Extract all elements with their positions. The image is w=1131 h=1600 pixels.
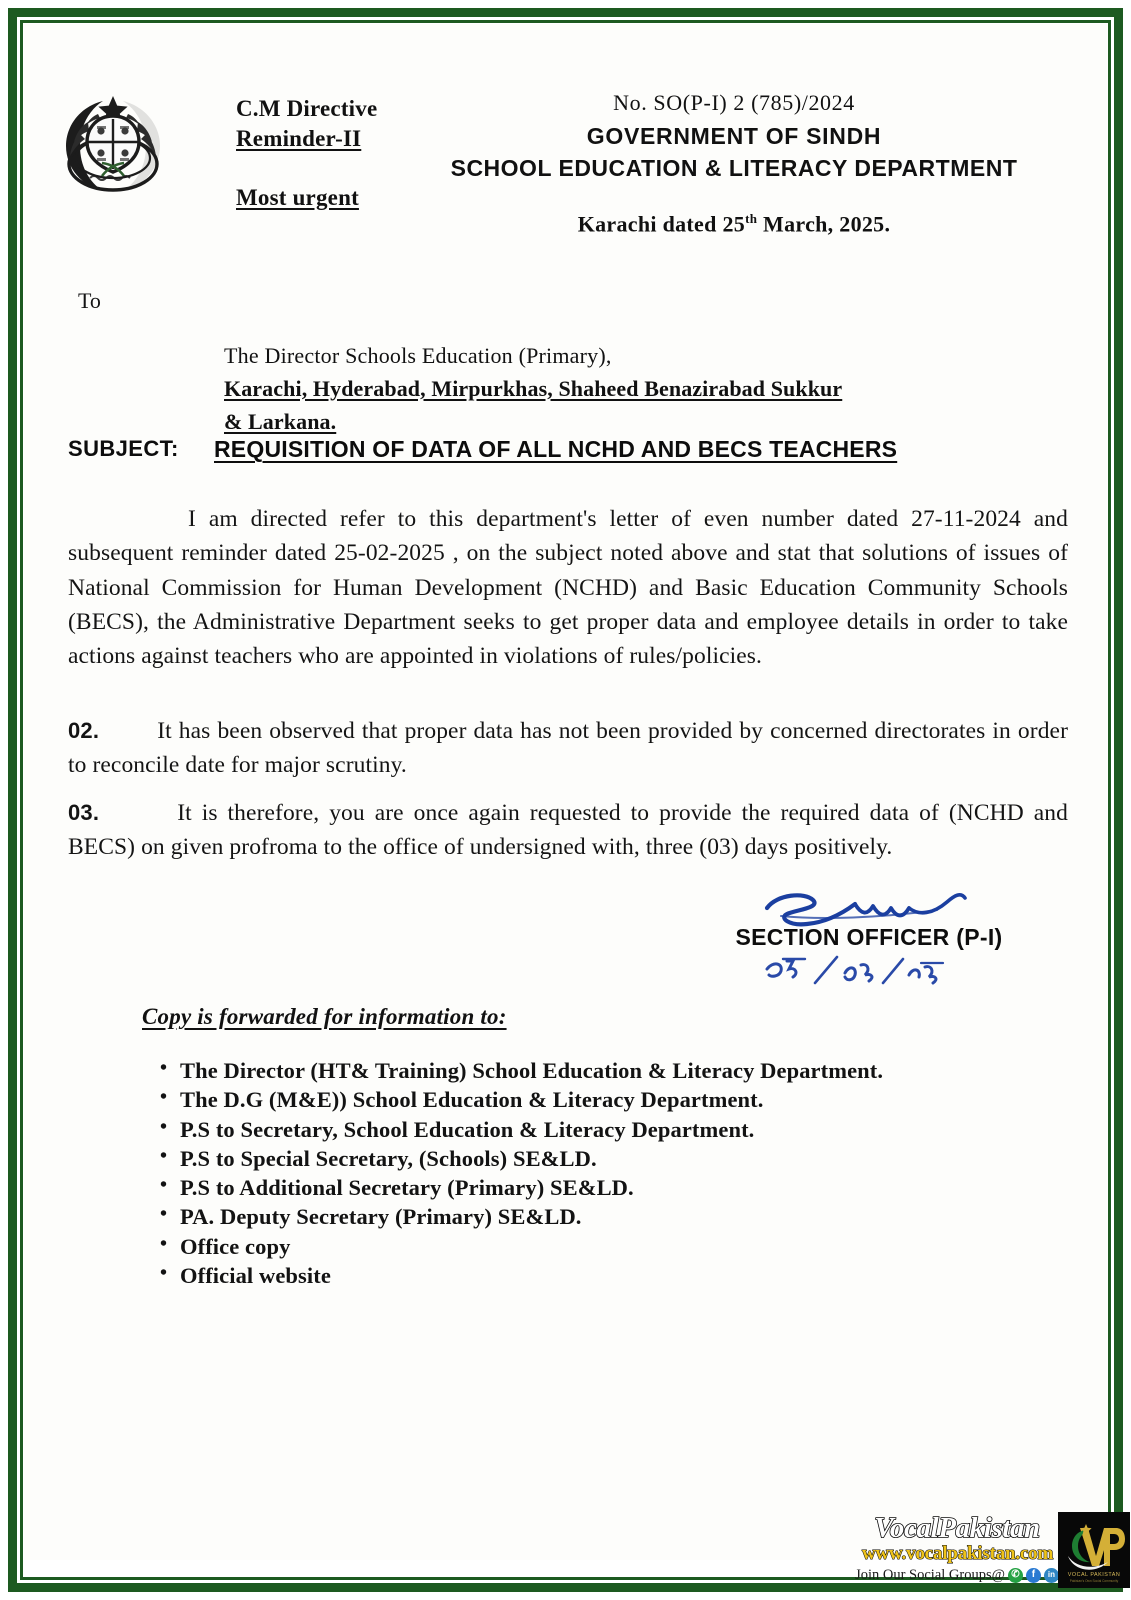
- addressee-line-1: The Director Schools Education (Primary),: [224, 343, 612, 368]
- copy-forwarded-heading: Copy is forwarded for information to:: [142, 1004, 507, 1029]
- subject-text: REQUISITION OF DATA OF ALL NCHD AND BECS TEACHERS: [214, 436, 898, 462]
- document-sheet: [24, 24, 1121, 1583]
- issue-date-suffix: March, 2025.: [757, 211, 891, 237]
- list-item: • P.S to Additional Secretary (Primary) SE&LD.: [158, 1173, 1058, 1202]
- cm-directive-label: C.M Directive: [236, 96, 378, 121]
- handwritten-signature: [708, 886, 1054, 930]
- body-paragraph-2-number: 02.: [68, 718, 100, 743]
- to-label: To: [78, 288, 101, 313]
- subject-label: SUBJECT:: [68, 436, 179, 461]
- facebook-icon[interactable]: [1026, 1568, 1041, 1583]
- vocalpakistan-logo: [1058, 1512, 1130, 1588]
- linkedin-icon[interactable]: [1044, 1568, 1059, 1583]
- reminder-label: Reminder-II: [236, 126, 362, 152]
- list-item: • P.S to Special Secretary, (Schools) SE&LD.: [158, 1144, 1058, 1173]
- addressee-line-3: & Larkana.: [224, 408, 337, 434]
- signatory-title: SECTION OFFICER (P-I): [735, 924, 1003, 950]
- list-item: • Office copy: [158, 1232, 1058, 1261]
- pakistan-state-emblem-icon: [54, 88, 172, 206]
- subject-row: [68, 436, 1068, 463]
- department-name: SCHOOL EDUCATION & LITERACY DEPARTMENT: [450, 154, 1018, 181]
- document-header: [24, 66, 1107, 246]
- list-item: • PA. Deputy Secretary (Primary) SE&LD.: [158, 1202, 1058, 1231]
- facebook-glyph: f: [1031, 1569, 1036, 1581]
- watermark-join-text: Join Our Social Groups@: [855, 1566, 1005, 1583]
- body-paragraph-3: [68, 796, 1068, 865]
- watermark-website-url[interactable]: www.vocalpakistan.com: [862, 1543, 1054, 1564]
- svg-text:Pakistan's Own Social Communit: Pakistan's Own Social Community: [1069, 1579, 1119, 1583]
- issue-date-prefix: Karachi dated 25: [577, 211, 746, 237]
- whatsapp-glyph: ✆: [1011, 1569, 1020, 1581]
- signature-block: [684, 886, 1054, 993]
- whatsapp-icon[interactable]: [1008, 1568, 1023, 1583]
- watermark-brand-title: VocalPakistan: [874, 1512, 1040, 1544]
- addressee-block: [224, 340, 1054, 438]
- government-name: GOVERNMENT OF SINDH: [586, 123, 882, 149]
- body-paragraph-3-text: It is therefore, you are once again requested to provide the required data of (NCHD and BECS) on given profroma to the office of undersigned with, three (03) days positively.: [68, 800, 1068, 861]
- handwritten-date: [652, 953, 1054, 993]
- body-paragraph-1: [68, 502, 1068, 673]
- body-paragraph-3-number: 03.: [68, 800, 100, 825]
- body-paragraph-2: [68, 714, 1068, 783]
- watermark-text-column: [855, 1512, 1055, 1584]
- body-paragraph-2-text: It has been observed that proper data has not been provided by concerned directorates in order to reconcile date for major scrutiny.: [68, 718, 1068, 779]
- watermark-social-row: [855, 1566, 1055, 1584]
- list-item: • The D.G (M&E)) School Education & Literacy Department.: [158, 1085, 1058, 1114]
- copy-forwarded-list: [158, 1056, 1058, 1290]
- issue-date-ordinal: th: [745, 211, 758, 227]
- list-item: • P.S to Secretary, School Education & Literacy Department.: [158, 1115, 1058, 1144]
- linkedin-glyph: in: [1047, 1570, 1055, 1580]
- reference-number: No. SO(P-I) 2 (785)/2024: [613, 90, 855, 115]
- list-item: • The Director (HT& Training) School Education & Literacy Department.: [158, 1056, 1058, 1085]
- vocalpakistan-watermark: [855, 1512, 1130, 1596]
- issue-date: [404, 211, 1064, 237]
- body-paragraph-1-text: I am directed refer to this department's letter of even number dated 27-11-2024 and subsequent reminder dated 25-02-2025 , on the subject noted above and stat that solutions of issues of National Commission for Human Development (NCHD) and Basic Education Community Schools (BECS), the Administrative Department seeks to get proper data and employee details in order to take actions against teachers who are appointed in violations of rules/policies.: [68, 506, 1068, 670]
- government-header-block: [404, 90, 1064, 238]
- svg-text:VOCAL PAKISTAN: VOCAL PAKISTAN: [1067, 1572, 1121, 1578]
- most-urgent-label: Most urgent: [236, 184, 359, 210]
- addressee-line-2: Karachi, Hyderabad, Mirpurkhas, Shaheed Benazirabad Sukkur: [224, 375, 843, 401]
- list-item: • Official website: [158, 1261, 1058, 1290]
